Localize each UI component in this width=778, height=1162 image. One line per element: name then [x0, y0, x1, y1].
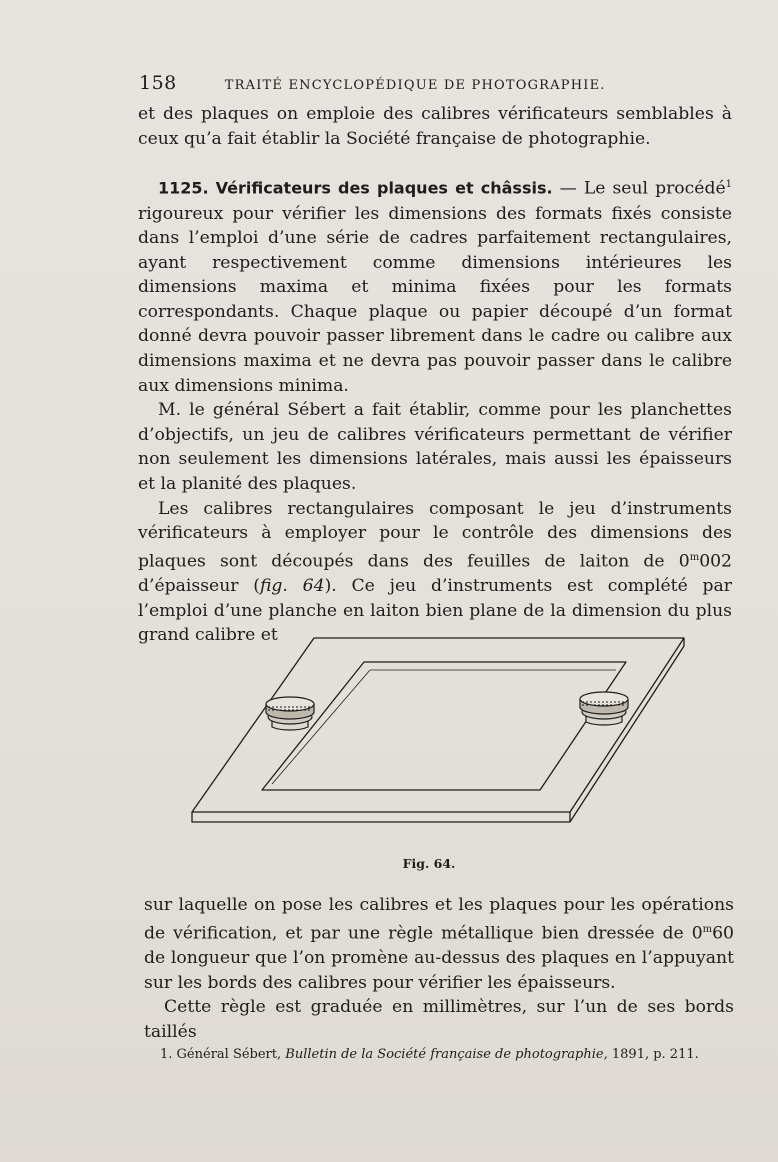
frame-inner-opening: [262, 662, 626, 790]
figure-reference: fig. 64: [259, 576, 325, 597]
knob-right: [580, 692, 628, 725]
running-title: TRAITÉ ENCYCLOPÉDIQUE DE PHOTOGRAPHIE.: [224, 78, 606, 93]
frame-thickness: [192, 638, 684, 822]
calibre-frame-illustration: [186, 632, 690, 838]
p4-after: de longueur que l’on promène au-dessus des plaques en l’appuyant sur les bords des calibres pour vérifier les épaisseurs.: [144, 947, 734, 993]
footnote-author: Général Sébert,: [176, 1047, 282, 1062]
p4-unit: m: [702, 923, 713, 935]
p3-value: 002: [699, 551, 732, 572]
section-paragraph: [138, 173, 732, 398]
p4-before: sur laquelle on pose les calibres et les plaques pour les opérations de vérification, et par une règle métallique bien dressée de 0: [144, 895, 734, 944]
paragraph-2: M. le général Sébert a fait établir, comme pour les planchettes d’objectifs, un jeu de calibres vérificateurs permettant de vérifier non seulement les dimensions latérales, mais aussi les épaisseurs et la planité des plaques.: [138, 400, 732, 495]
footnote-marker: 1: [725, 179, 732, 191]
text-block-bottom: [144, 893, 734, 1044]
p3-mid: d’épaisseur (: [138, 576, 260, 597]
figure-caption: Fig. 64.: [402, 856, 456, 871]
footnote-number: 1.: [160, 1047, 173, 1062]
footnote-ref: 1891, p. 211.: [611, 1047, 699, 1062]
p3-unit: m: [689, 551, 700, 563]
section-lead: — Le seul procédé: [552, 178, 726, 199]
p4-value: 60: [712, 923, 734, 944]
footnote: [160, 1047, 720, 1062]
section-body: rigoureux pour vérifier les dimensions des formats fixés consiste dans l’emploi d’une série de cadres parfaitement rectangulaires, ayant respectivement comme dimensions intérieures les dimensions maxima et minima fixées pour les formats correspondants. Chaque plaque ou papier découpé d’un format donné devra pouvoir passer librement dans le cadre ou calibre aux dimensions maxima et ne devra pas pouvoir passer dans le calibre aux dimensions minima.: [138, 203, 732, 396]
footnote-journal: Bulletin de la Société française de photographie,: [285, 1047, 608, 1062]
paragraph-3: [138, 497, 732, 648]
section-title: Vérificateurs des plaques et châssis.: [215, 178, 553, 198]
top-paragraph: et des plaques on emploie des calibres vérificateurs semblables à ceux qu’a fait établir la Société française de photographie.: [138, 104, 732, 149]
knob-left: [266, 697, 314, 730]
paragraph-4: [144, 893, 734, 995]
running-header: [139, 72, 619, 94]
p3-before: Les calibres rectangulaires composant le jeu d’instruments vérificateurs à employer pour le contrôle des dimensions des plaques sont découpés dans des feuilles de laiton de 0: [138, 498, 732, 572]
p3-after: ). Ce jeu d’instruments est complété par l’emploi d’une planche en laiton bien plane de la dimension du plus grand calibre et: [138, 576, 732, 646]
text-block-top: [138, 102, 732, 648]
section-number: 1125.: [158, 178, 209, 198]
page-number: 158: [139, 72, 177, 94]
paragraph-5: Cette règle est graduée en millimètres, sur l’un de ses bords taillés: [144, 997, 734, 1042]
